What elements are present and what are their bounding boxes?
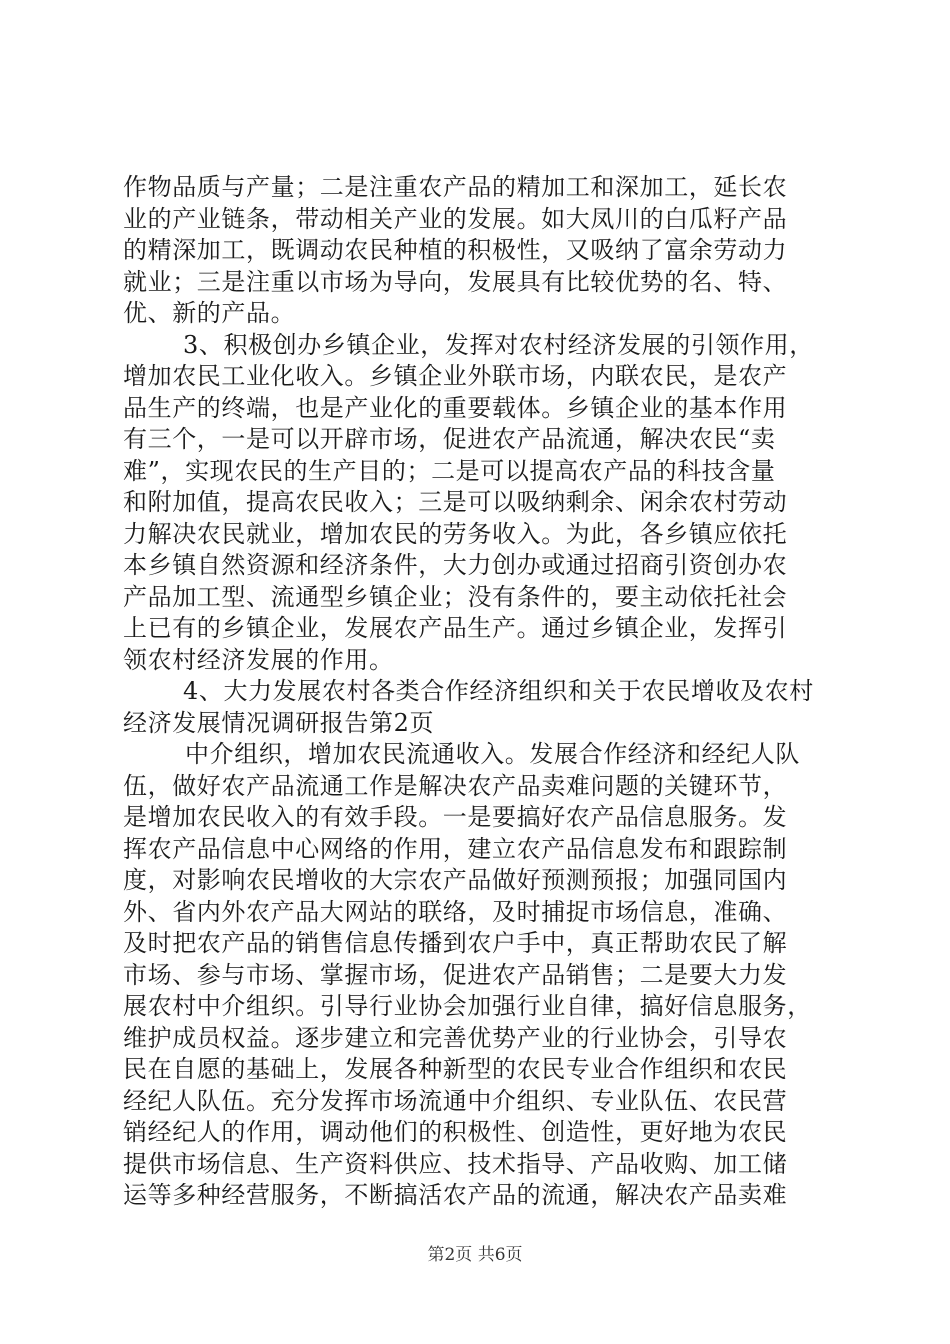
text-line: 伍，做好农产品流通工作是解决农产品卖难问题的关键环节， [123, 771, 788, 800]
text-line: 挥农产品信息中心网络的作用，建立农产品信息发布和跟踪制 [123, 834, 788, 863]
text-line: 3、积极创办乡镇企业，发挥对农村经济发展的引领作用， [183, 330, 814, 359]
text-line: 和附加值，提高农民收入；三是可以吸纳剩余、闲余农村劳动 [123, 488, 788, 516]
text-line: 作物品质与产量；二是注重农产品的精加工和深加工，延长农 [123, 173, 788, 201]
text-line: 是增加农民收入的有效手段。一是要搞好农产品信息服务。发 [123, 803, 788, 831]
text-line: 民在自愿的基础上，发展各种新型的农民专业合作组织和农民 [123, 1055, 788, 1083]
text-line: 外、省内外农产品大网站的联络，及时捕捉市场信息，准确、 [123, 897, 788, 926]
text-line: 就业；三是注重以市场为导向，发展具有比较优势的名、特、 [123, 267, 788, 296]
text-line: 本乡镇自然资源和经济条件，大力创办或通过招商引资创办农 [123, 551, 788, 579]
text-line: 品生产的终端，也是产业化的重要载体。乡镇企业的基本作用 [123, 393, 788, 422]
text-line: 产品加工型、流通型乡镇企业；没有条件的，要主动依托社会 [123, 582, 788, 611]
text-line: 中介组织，增加农民流通收入。发展合作经济和经纪人队 [185, 740, 800, 768]
text-line: 业的产业链条，带动相关产业的发展。如大凤川的白瓜籽产品 [123, 204, 788, 233]
text-line: 度，对影响农民增收的大宗农产品做好预测预报；加强同国内 [123, 866, 788, 894]
text-line: 有三个，一是可以开辟市场，促进农产品流通，解决农民“卖 [123, 425, 776, 453]
text-line: 难”，实现农民的生产目的；二是可以提高农产品的科技含量 [123, 456, 776, 485]
text-line: 市场、参与市场、掌握市场，促进农产品销售；二是要大力发 [123, 960, 788, 989]
text-line: 维护成员权益。逐步建立和完善优势产业的行业协会，引导农 [123, 1023, 788, 1052]
text-line: 力解决农民就业，增加农民的劳务收入。为此，各乡镇应依托 [123, 519, 788, 548]
text-line: 销经纪人的作用，调动他们的积极性、创造性，更好地为农民 [123, 1118, 788, 1146]
text-line: 运等多种经营服务，不断搞活农产品的流通，解决农产品卖难 [123, 1181, 788, 1209]
text-line: 提供市场信息、生产资料供应、技术指导、产品收购、加工储 [123, 1149, 788, 1178]
text-line: 及时把农产品的销售信息传播到农户手中，真正帮助农民了解 [123, 929, 788, 957]
text-line: 展农村中介组织。引导行业协会加强行业自律，搞好信息服务， [123, 992, 812, 1020]
page-footer: 第2页 共6页 [427, 1245, 523, 1265]
text-line: 经纪人队伍。充分发挥市场流通中介组织、专业队伍、农民营 [123, 1086, 788, 1115]
text-line: 增加农民工业化收入。乡镇企业外联市场，内联农民，是农产 [123, 362, 788, 390]
text-line: 4、大力发展农村各类合作经济组织和关于农民增收及农村 [183, 677, 814, 705]
text-line: 的精深加工，既调动农民种植的积极性，又吸纳了富余劳动力 [123, 236, 788, 264]
body-text [123, 172, 843, 1212]
text-line: 领农村经济发展的作用。 [123, 645, 394, 674]
text-line: 上已有的乡镇企业，发展农产品生产。通过乡镇企业，发挥引 [123, 614, 788, 642]
text-line: 经济发展情况调研报告第2页 [123, 708, 435, 737]
text-line: 优、新的产品。 [123, 299, 296, 327]
